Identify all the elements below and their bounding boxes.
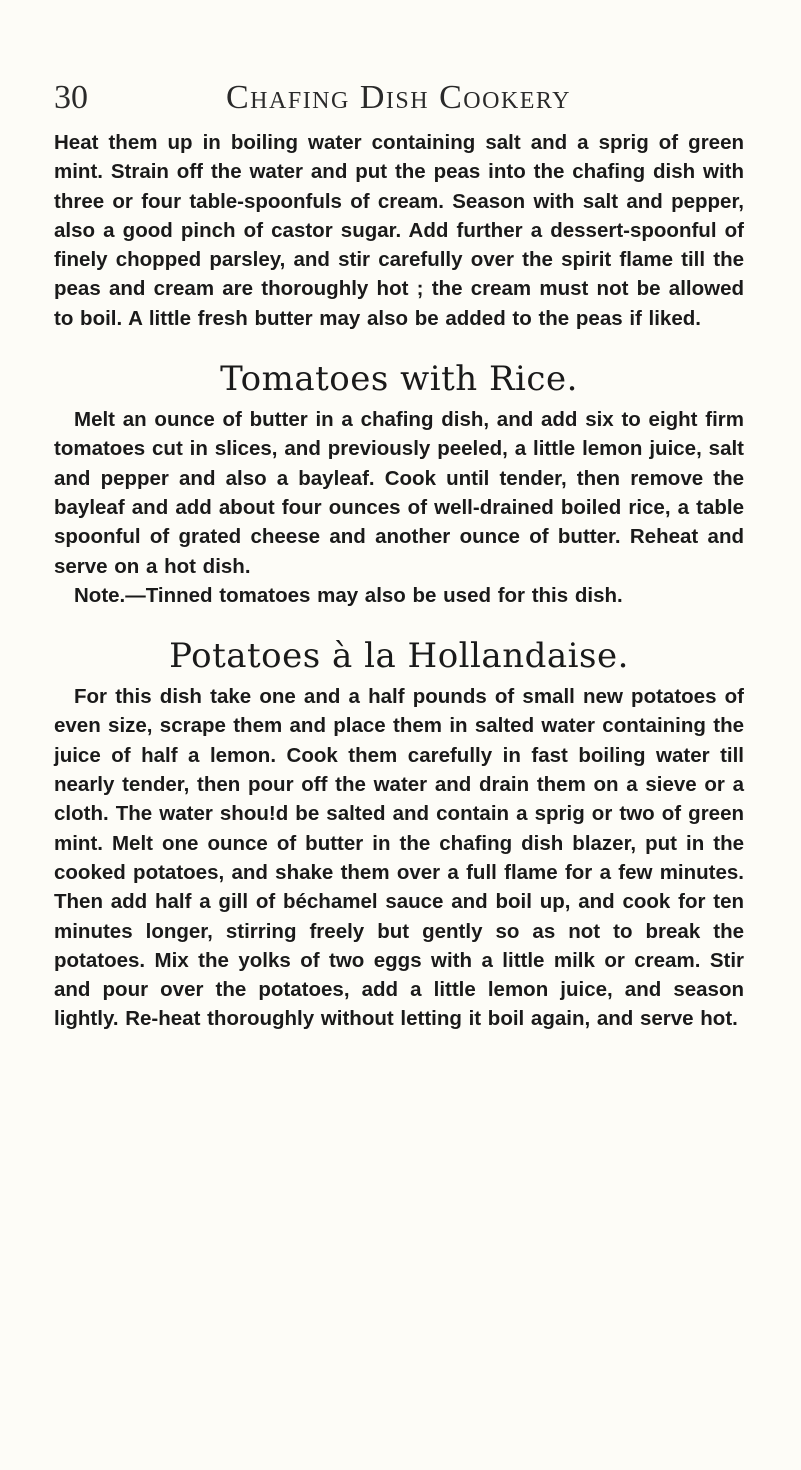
book-page (54, 72, 744, 1034)
running-title: Chafing Dish Cookery (226, 79, 571, 116)
recipe-paragraph: For this dish take one and a half pounds of small new potatoes of even size, scrape them and place them in salted water containing the juice of half a lemon. Cook them carefully in fast boiling water till nearly tender, then pour off the water and drain them on a sieve or a cloth. The water shou!d be salted and contain a sprig or two of green mint. Melt one ounce of butter in the chafing dish blazer, put in the cooked potatoes, and shake them over a full flame for a few minutes. Then add half a gill of béchamel sauce and boil up, and cook for ten minutes longer, stirring freely but gently so as not to break the potatoes. Mix the yolks of two eggs with a little milk or cream. Stir and pour over the potatoes, add a little lemon juice, and season lightly. Re-heat thoroughly without letting it boil again, and serve hot. (54, 685, 744, 1031)
page-number: 30 (54, 79, 88, 116)
recipe-heading-potatoes-a-la-hollandaise: Potatoes à la Hollandaise. (169, 636, 629, 677)
running-header (54, 72, 744, 120)
intro-paragraph: Heat them up in boiling water containing salt and a sprig of green mint. Strain off the water and put the peas into the chafing dish with three or four table-spoonfuls of cream. Season with salt and pepper, also a good pinch of castor sugar. Add further a dessert-spoonful of finely chopped parsley, and stir carefully over the spirit flame till the peas and cream are thoroughly hot ; the cream must not be allowed to boil. A little fresh butter may also be added to the peas if liked. (54, 131, 744, 330)
recipe-note: Note.—Tinned tomatoes may also be used for this dish. (74, 583, 623, 607)
recipe-heading-tomatoes-with-rice: Tomatoes with Rice. (220, 359, 578, 400)
recipe-paragraph: Melt an ounce of butter in a chafing dish, and add six to eight firm tomatoes cut in slices, and previously peeled, a little lemon juice, salt and pepper and also a bayleaf. Cook until tender, then remove the bayleaf and add about four ounces of well-drained boiled rice, a table spoonful of grated cheese and another ounce of butter. Reheat and serve on a hot dish. (54, 408, 744, 578)
